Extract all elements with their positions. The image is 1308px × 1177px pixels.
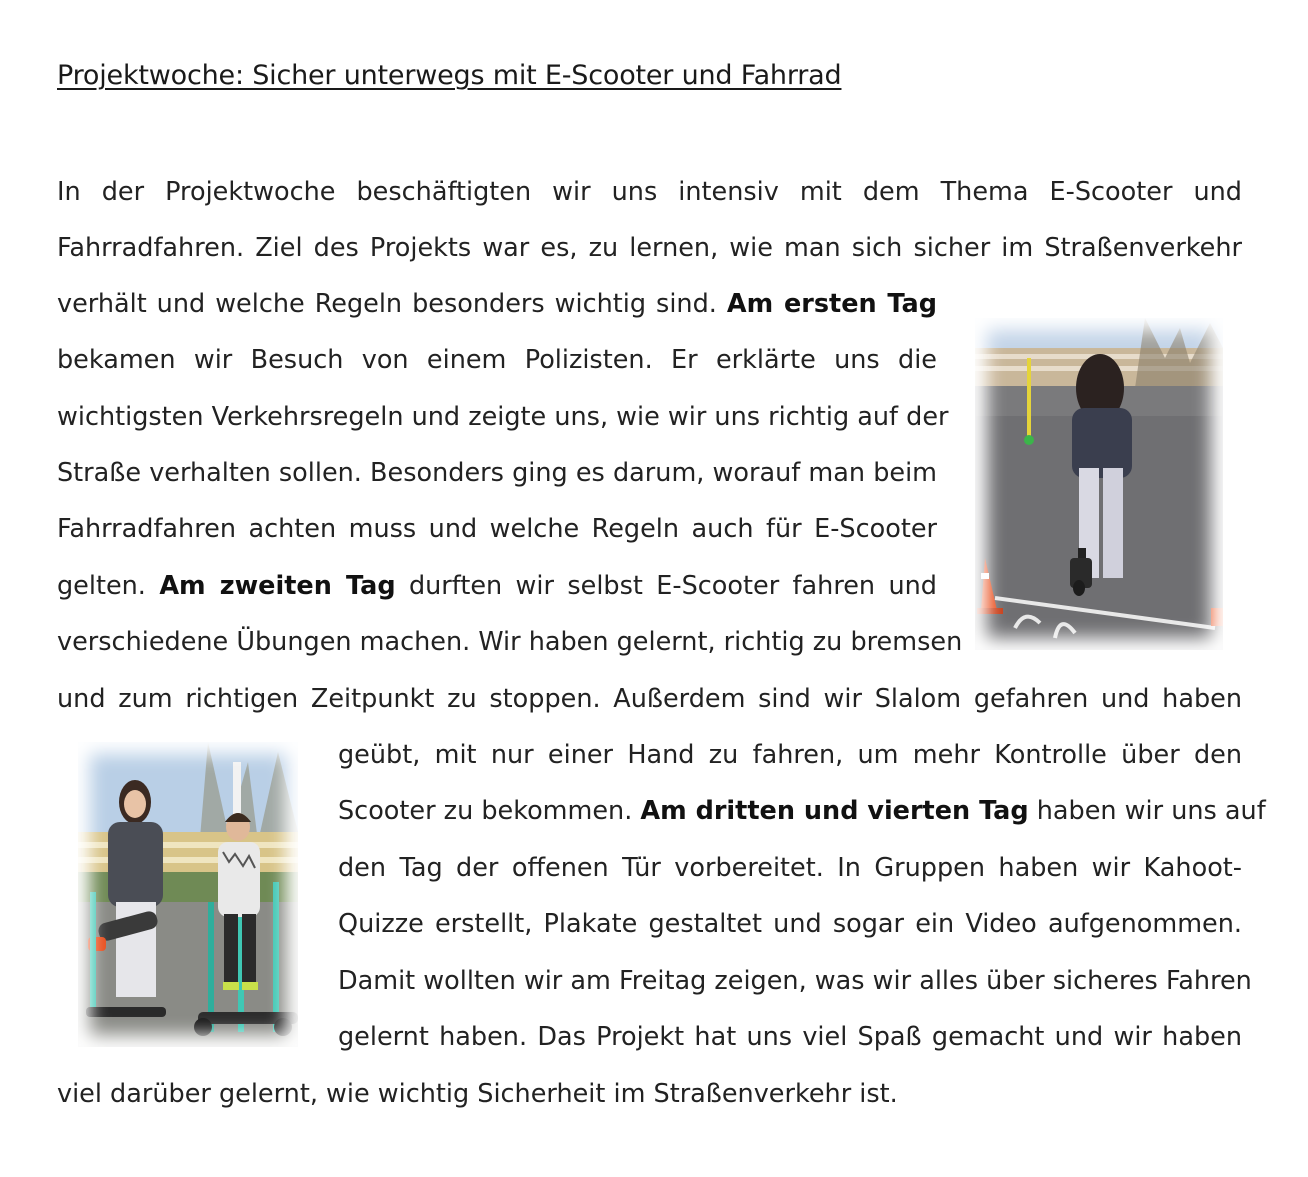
text-line: Quizze erstellt, Plakate gestaltet und sogar ein Video aufgenommen. (338, 909, 1242, 939)
text-line: verhält und welche Regeln besonders wichtig sind. Am ersten Tag (57, 289, 937, 319)
text-line: Damit wollten wir am Freitag zeigen, was wir alles über sicheres Fahren (338, 966, 1252, 996)
text-line: wichtigsten Verkehrsregeln und zeigte uns, wie wir uns richtig auf der (57, 402, 949, 432)
highlight-day-three-four: Am dritten und vierten Tag (640, 796, 1029, 826)
text-line: gelernt haben. Das Projekt hat uns viel Spaß gemacht und wir haben (338, 1022, 1242, 1052)
text-line: Fahrradfahren achten muss und welche Regeln auch für E-Scooter (57, 514, 937, 544)
photo-scooter-rider-image (975, 318, 1223, 650)
photo-kids-scooters (78, 742, 298, 1047)
text-line: viel darüber gelernt, wie wichtig Sicherheit im Straßenverkehr ist. (57, 1079, 898, 1109)
text-line: geübt, mit nur einer Hand zu fahren, um mehr Kontrolle über den (338, 740, 1242, 770)
text-line: Fahrradfahren. Ziel des Projekts war es, zu lernen, wie man sich sicher im Straßenverkehr (57, 233, 1242, 263)
highlight-day-one: Am ersten Tag (726, 289, 937, 319)
text-line: den Tag der offenen Tür vorbereitet. In Gruppen haben wir Kahoot- (338, 853, 1242, 883)
text-line: gelten. Am zweiten Tag durften wir selbst E-Scooter fahren und (57, 571, 937, 601)
text-line: Scooter zu bekommen. Am dritten und vierten Tag haben wir uns auf (338, 796, 1266, 826)
text-line: und zum richtigen Zeitpunkt zu stoppen. Außerdem sind wir Slalom gefahren und haben (57, 684, 1242, 714)
photo-kids-scooters-image (78, 742, 298, 1047)
text-line: In der Projektwoche beschäftigten wir uns intensiv mit dem Thema E-Scooter und (57, 177, 1242, 207)
document-title: Projektwoche: Sicher unterwegs mit E-Scooter und Fahrrad (57, 60, 842, 91)
highlight-day-two: Am zweiten Tag (159, 571, 396, 601)
text-line: verschiedene Übungen machen. Wir haben gelernt, richtig zu bremsen (57, 627, 963, 657)
photo-scooter-rider (975, 318, 1223, 650)
text-line: Straße verhalten sollen. Besonders ging es darum, worauf man beim (57, 458, 937, 488)
text-line: bekamen wir Besuch von einem Polizisten. Er erklärte uns die (57, 345, 937, 375)
